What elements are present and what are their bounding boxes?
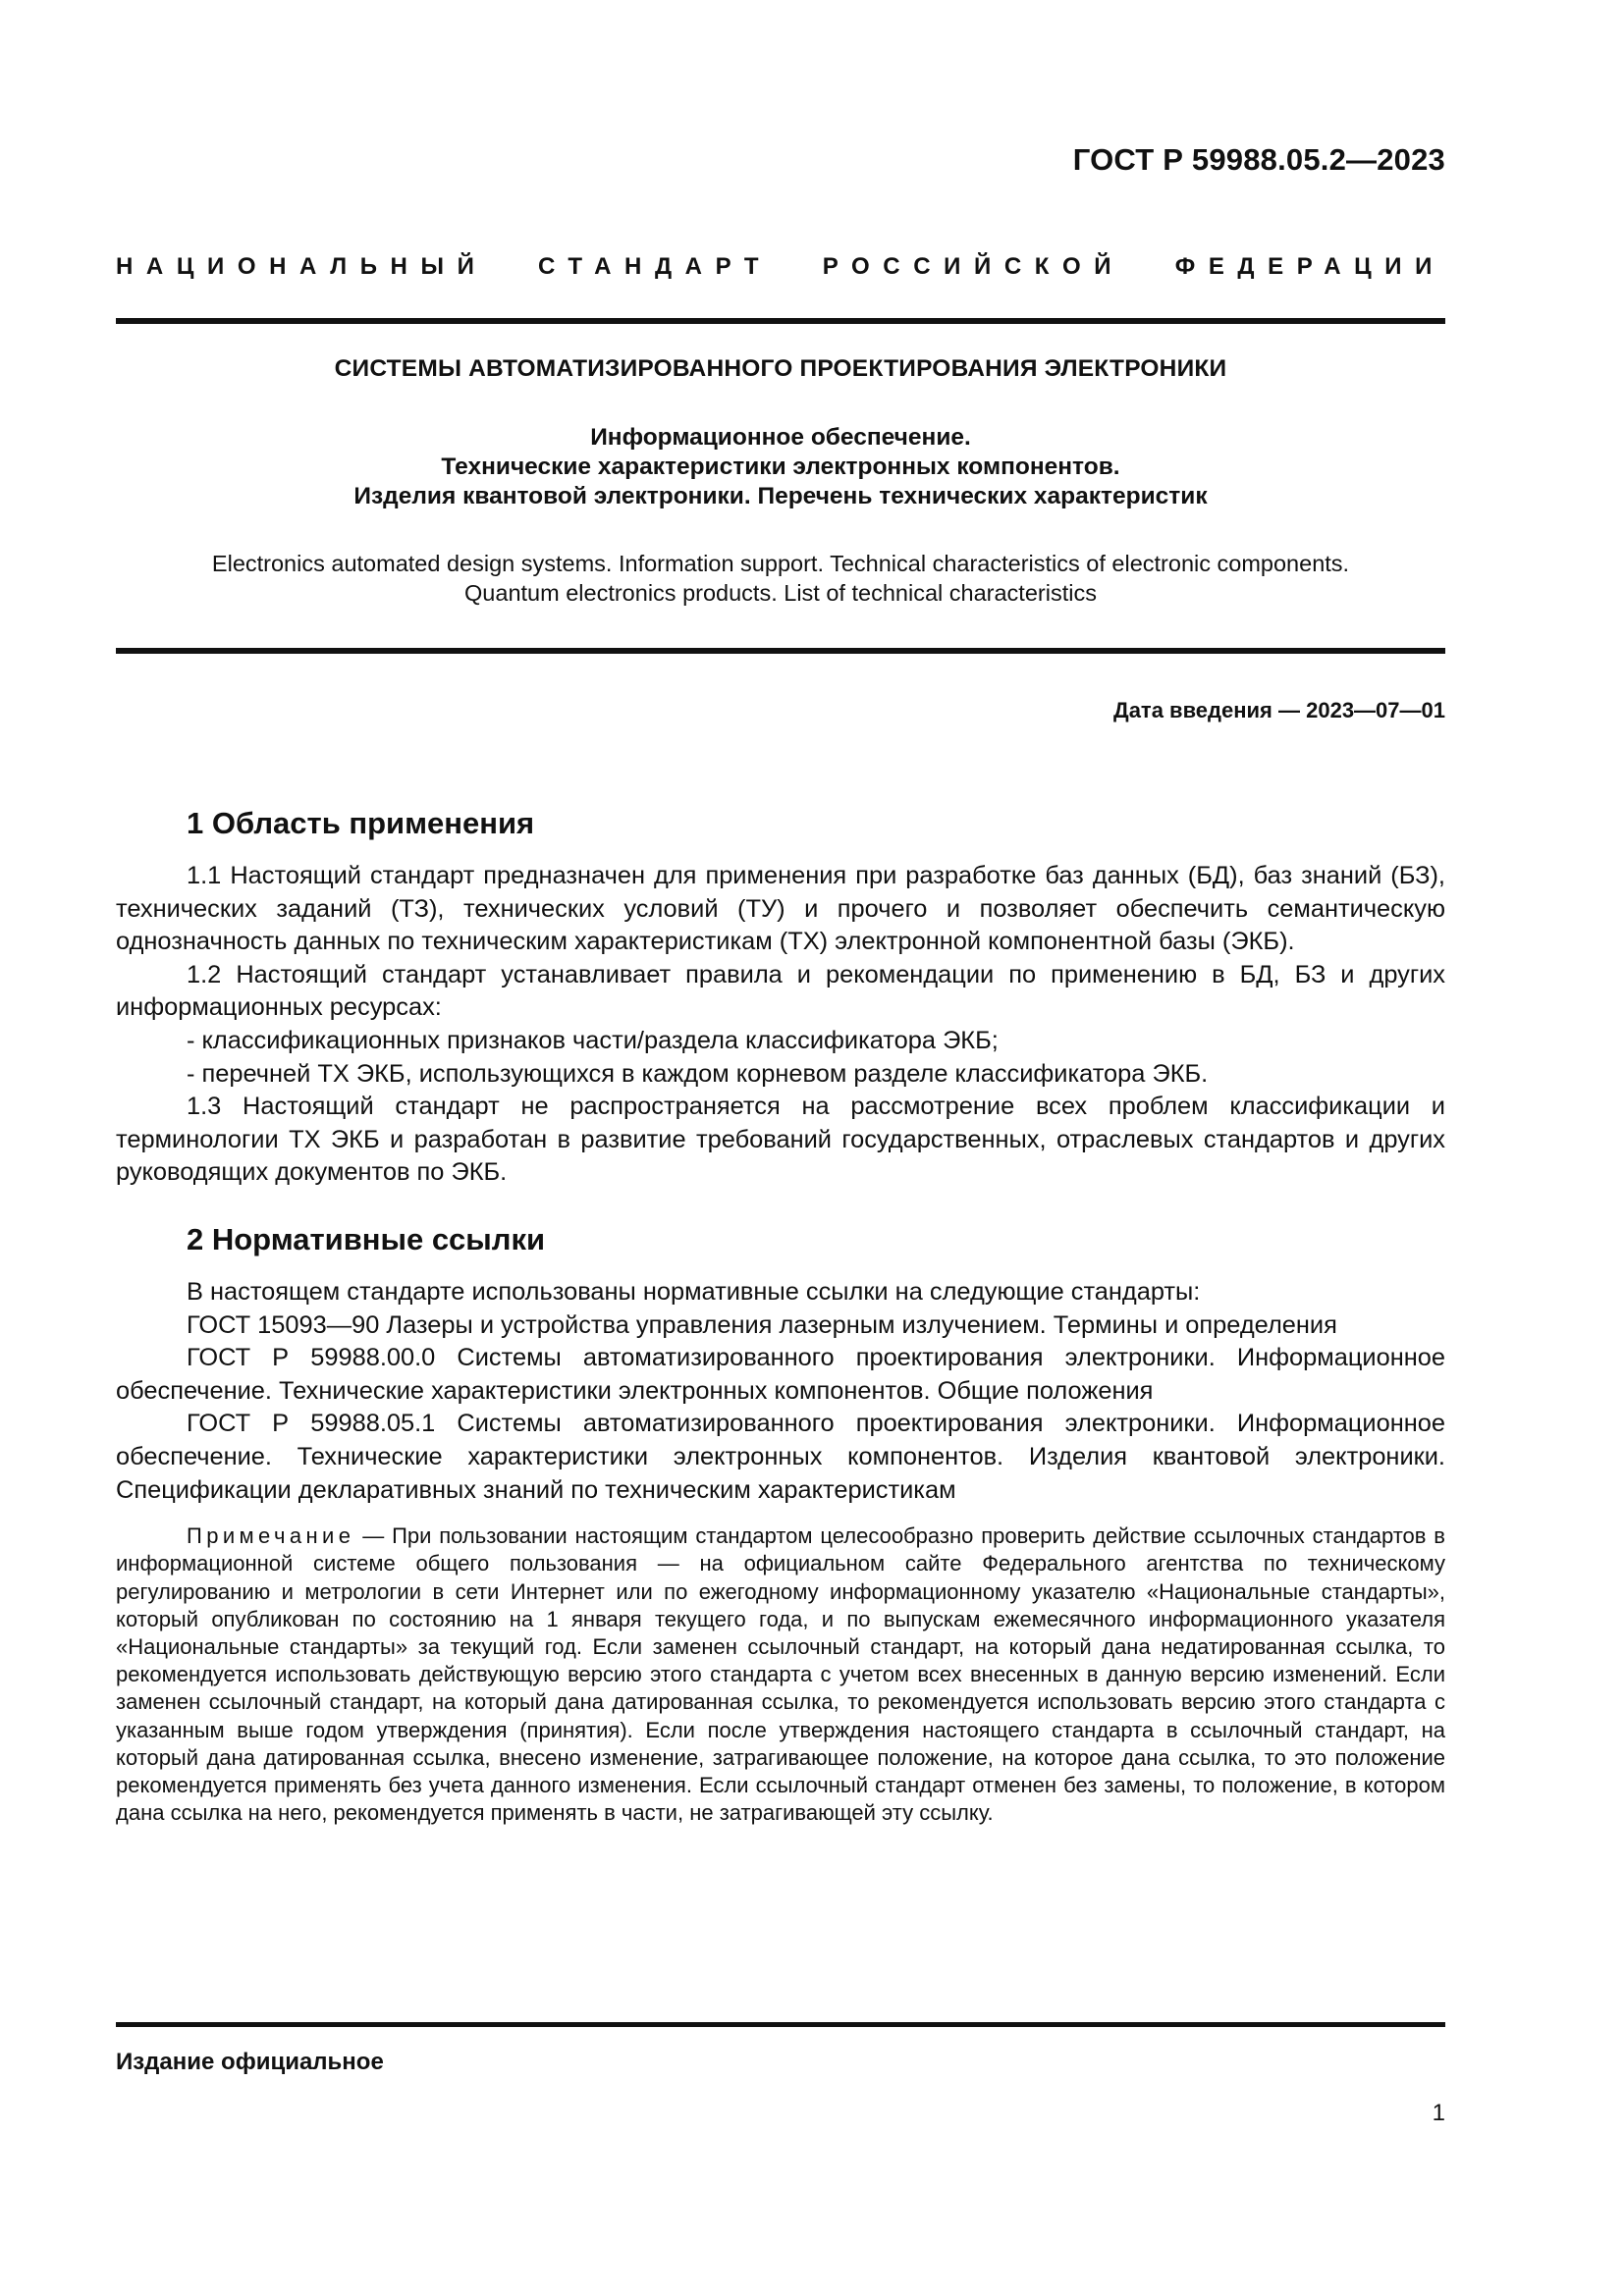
reference-entry: ГОСТ Р 59988.00.0 Системы автоматизированного проектирования электроники. Информационное обеспечение. Технические характеристики электронных компонентов. Общие положения (116, 1344, 1445, 1405)
document-page (116, 0, 1445, 2296)
note (116, 1522, 1445, 1827)
list-item: - классификационных признаков части/раздела классификатора ЭКБ; (187, 1026, 999, 1054)
english-title (116, 549, 1445, 608)
paragraph: В настоящем стандарте использованы нормативные ссылки на следующие стандарты: (187, 1277, 1201, 1306)
note-label: Примечание (187, 1523, 355, 1549)
document-code: ГОСТ Р 59988.05.2—2023 (1072, 142, 1445, 177)
reference-entry: ГОСТ 15093—90 Лазеры и устройства управления лазерным излучением. Термины и определения (187, 1310, 1337, 1339)
reference-entry: ГОСТ Р 59988.05.1 Системы автоматизированного проектирования электроники. Информационное обеспечение. Технические характеристики электронных компонентов. Изделия квантовой электроники. Спецификации декларативных знаний по техническим характеристикам (116, 1410, 1445, 1504)
note-text: — При пользовании настоящим стандартом целесообразно проверить действие ссылочных стандартов в информационной системе общего пользования — на официальном сайте Федерального агентства по техническому регулированию и метрологии в сети Интернет или по ежегодному информационному указателю «Национальные стандарты», который опубликован по состоянию на 1 января текущего года, и по выпускам ежемесячного информационного указателя «Национальные стандарты» за текущий год. Если заменен ссылочный стандарт, на который дана недатированная ссылка, то рекомендуется использовать действующую версию этого стандарта с учетом всех внесенных в данную версию изменений. Если заменен ссылочный стандарт, на который дана датированная ссылка, то рекомендуется использовать версию этого стандарта с указанным выше годом утверждения (принятия). Если после утверждения настоящего стандарта в ссылочный стандарт, на который дана датированная ссылка, внесено изменение, затрагивающее положение, на которое дана ссылка, то это положение рекомендуется применять без учета данного изменения. Если ссылочный стандарт отменен без замены, то положение, в котором дана ссылка на него, рекомендуется применять в части, не затрагивающей эту ссылку. (116, 1523, 1445, 1826)
paragraph: 1.1 Настоящий стандарт предназначен для применения при разработке баз данных (БД), баз знаний (БЗ), технических заданий (ТЗ), технических условий (ТУ) и прочего и позволяет обеспечить семантическую однозначность данных по техническим характеристикам (ТХ) электронной компонентной базы (ЭКБ). (116, 862, 1445, 956)
national-standard-banner: НАЦИОНАЛЬНЫЙ СТАНДАРТ РОССИЙСКОЙ ФЕДЕРАЦИИ (116, 253, 1445, 280)
section-normative-references (116, 1217, 1445, 1827)
edition-label: Издание официальное (116, 2049, 384, 2075)
top-divider (116, 318, 1445, 324)
document-title: СИСТЕМЫ АВТОМАТИЗИРОВАННОГО ПРОЕКТИРОВАНИЯ ЭЛЕКТРОНИКИ (334, 355, 1227, 382)
section-heading: 2 Нормативные ссылки (187, 1221, 546, 1256)
footer-divider (116, 2022, 1445, 2027)
subtitle-line: Информационное обеспечение. (590, 424, 971, 451)
title-divider (116, 648, 1445, 654)
section-scope (116, 801, 1445, 1190)
document-subtitle (116, 423, 1445, 511)
document-body (116, 801, 1445, 1827)
section-heading: 1 Область применения (187, 806, 535, 840)
subtitle-line: Технические характеристики электронных компонентов. (441, 454, 1120, 480)
page-number: 1 (1432, 2100, 1445, 2126)
list-item: - перечней ТХ ЭКБ, использующихся в каждом корневом разделе классификатора ЭКБ. (187, 1059, 1209, 1088)
english-title-line: Electronics automated design systems. Information support. Technical characteristics of electronic components. (211, 551, 1350, 576)
english-title-line: Quantum electronics products. List of technical characteristics (464, 580, 1097, 606)
introduction-date: Дата введения — 2023—07—01 (1113, 698, 1445, 722)
subtitle-line: Изделия квантовой электроники. Перечень технических характеристик (353, 483, 1208, 509)
paragraph: 1.2 Настоящий стандарт устанавливает правила и рекомендации по применению в БД, БЗ и других информационных ресурсах: (116, 960, 1445, 1022)
paragraph: 1.3 Настоящий стандарт не распространяется на рассмотрение всех проблем классификации и терминологии ТХ ЭКБ и разработан в развитие требований государственных, отраслевых стандартов и других руководящих документов по ЭКБ. (116, 1093, 1445, 1187)
